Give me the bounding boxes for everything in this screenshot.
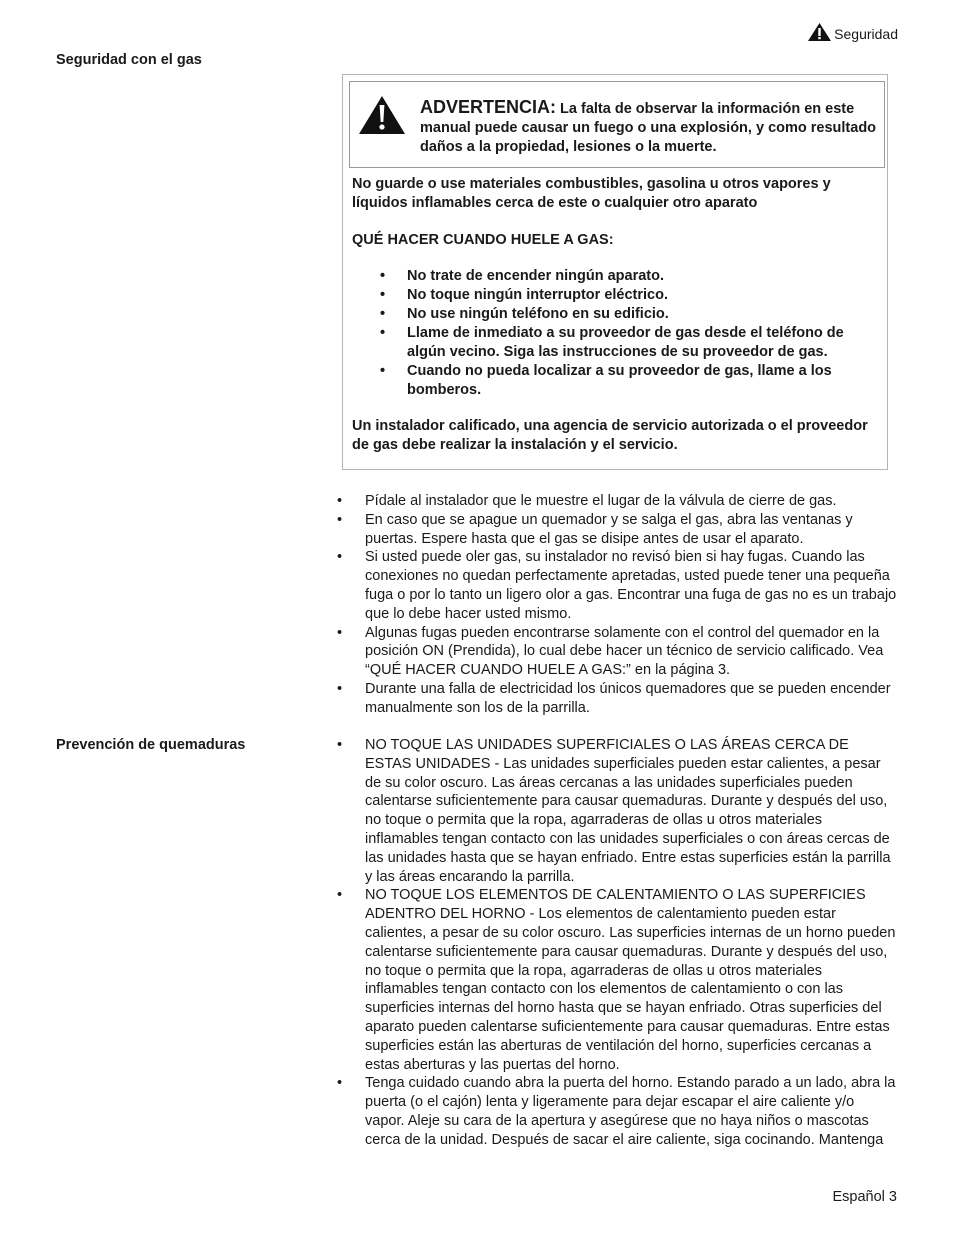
list-item: • NO TOQUE LOS ELEMENTOS DE CALENTAMIENTO O LAS SUPERFICIES ADENTRO DEL HORNO - Los elementos de calentamiento pueden estar calientes, a pesar de su color oscuro. Las superficies internas de un horno pueden calentarse suficientemente para causar quemaduras. Durante y después del uso, no toque o permita que la ropa, agarraderas de ollas u otros materiales inflamables tengan contacto con los elementos de calentamiento o con las superficies internas del horno hasta que se hayan enfriado. Otras superficies del aparato pueden calentarse suficientemente para causar quemaduras. Entre estas superficies están las aberturas de ventilación del horno, superficies cercanas a estas aberturas y las puertas del horno. — [337, 886, 897, 1074]
warning-header — [349, 81, 885, 168]
warning-icon — [357, 94, 407, 136]
list-item: • Cuando no pueda localizar a su proveedor de gas, llame a los bomberos. — [352, 362, 880, 400]
list-item: • Algunas fugas pueden encontrarse solamente con el control del quemador en la posición ON (Prendida), lo cual debe hacer un técnico de servicio calificado. Vea “QUÉ HACER CUANDO HUELE A GAS:” en la página 3. — [337, 624, 897, 680]
list-item: • No use ningún teléfono en su edificio. — [352, 305, 880, 324]
list-item: • NO TOQUE LAS UNIDADES SUPERFICIALES O LAS ÁREAS CERCA DE ESTAS UNIDADES - Las unidades superficiales pueden estar calientes, a pesar de su color oscuro. Las áreas cercanas a las unidades superficiales pueden calentarse suficientemente para causar quemaduras. Durante y después del uso, no toque o permita que la ropa, agarraderas de ollas u otros materiales inflamables tengan contacto con las unidades superficiales o con áreas cercas de las unidades hasta que se hayan enfriado. Entre estas superficies están la parrilla y las áreas encarando la parrilla. — [337, 736, 897, 886]
list-item: • No toque ningún interruptor eléctrico. — [352, 286, 880, 305]
list-item: • En caso que se apague un quemador y se salga el gas, abra las ventanas y puertas. Espere hasta que el gas se disipe antes de usar el aparato. — [337, 511, 897, 549]
page-number: Español 3 — [832, 1189, 897, 1205]
page-header — [807, 22, 898, 42]
header-section-label: Seguridad — [834, 26, 898, 42]
warning-triangle-icon — [807, 22, 832, 42]
gas-safety-heading: Seguridad con el gas — [56, 52, 202, 68]
burn-prevention-heading: Prevención de quemaduras — [56, 737, 246, 753]
list-item: • Si usted puede oler gas, su instalador no revisó bien si hay fugas. Cuando las conexiones no quedan perfectamente apretadas, usted puede tener una pequeña fuga o por lo tanto un ligero olor a gas. Encontrar una fuga de gas no es un trabajo que lo debe hacer usted mismo. — [337, 548, 897, 623]
warning-title: ADVERTENCIA: — [420, 97, 557, 117]
list-item: • Tenga cuidado cuando abra la puerta del horno. Estando parado a un lado, abra la puerta (o el cajón) lenta y ligeramente para dejar escapar el aire caliente y/o vapor. Aleje su cara de la apertura y asegúrese que no haya niños o mascotas cerca de la unidad. Después de sacar el aire caliente, siga cocinando. Mantenga — [337, 1074, 897, 1149]
list-item: • Pídale al instalador que le muestre el lugar de la válvula de cierre de gas. — [337, 492, 897, 511]
installer-text: Un instalador calificado, una agencia de servicio autorizada o el proveedor de gas debe realizar la instalación y el servicio. — [352, 418, 868, 453]
gas-smell-steps — [352, 267, 880, 400]
warning-box — [342, 74, 888, 470]
warning-message — [420, 98, 888, 157]
burn-prevention-list — [337, 736, 897, 1150]
list-item: • Llame de inmediato a su proveedor de gas desde el teléfono de algún vecino. Siga las instrucciones de su proveedor de gas. — [352, 324, 880, 362]
warning-text: La falta de observar la información en este manual puede causar un fuego o una explosión, y como resultado daños a la propiedad, lesiones o la muerte. — [420, 101, 877, 155]
list-item: • No trate de encender ningún aparato. — [352, 267, 880, 286]
what-to-do-heading: QUÉ HACER CUANDO HUELE A GAS: — [352, 232, 614, 248]
list-item: • Durante una falla de electricidad los únicos quemadores que se pueden encender manualmente son los de la parrilla. — [337, 680, 897, 718]
warning-storage-text: No guarde o use materiales combustibles, gasolina u otros vapores y líquidos inflamables cerca de este o cualquier otro aparato — [352, 176, 831, 211]
gas-safety-list — [337, 492, 897, 718]
